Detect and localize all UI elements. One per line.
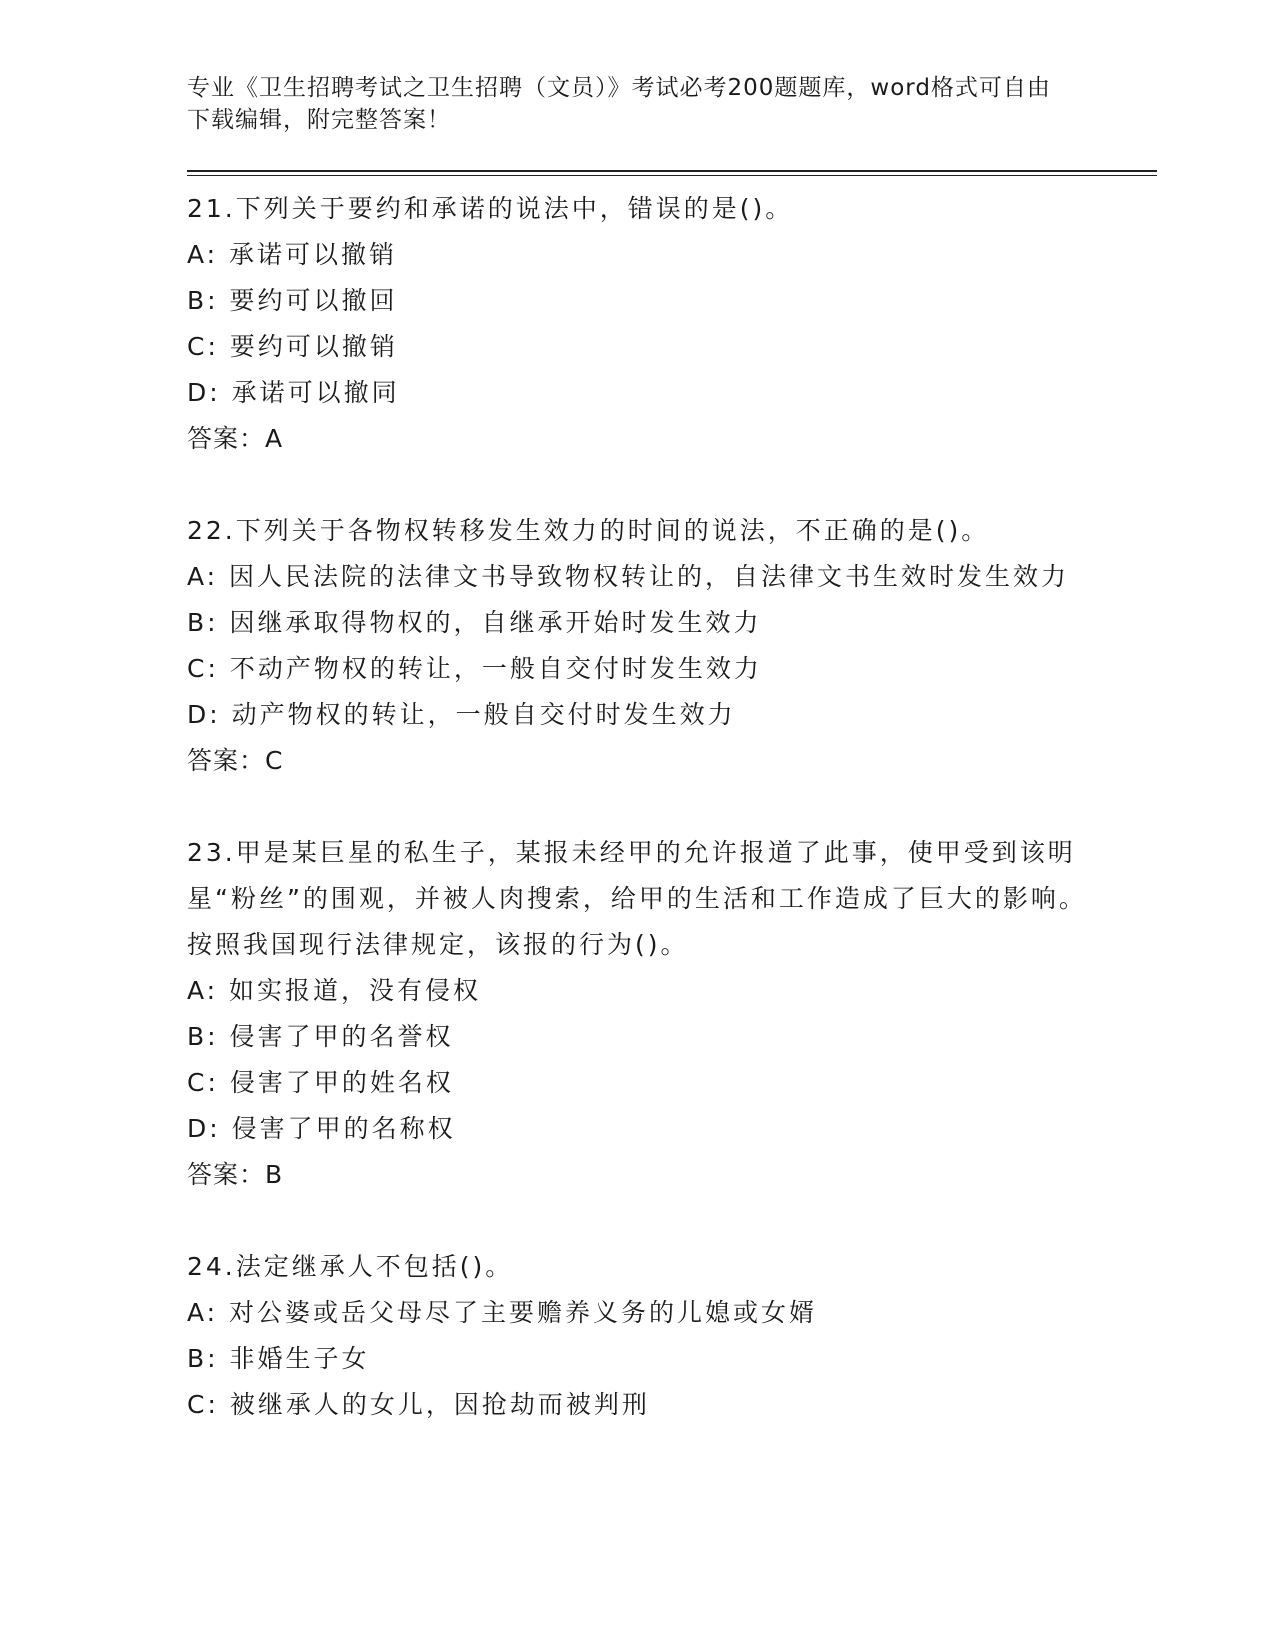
option-c: C: 不动产物权的转让，一般自交付时发生效力 [187, 654, 762, 683]
answer-line: 答案：A [187, 424, 284, 453]
option-a: A: 因人民法院的法律文书导致物权转让的，自法律文书生效时发生效力 [187, 562, 1070, 591]
header-divider [187, 170, 1157, 176]
option-b: B: 因继承取得物权的，自继承开始时发生效力 [187, 608, 762, 637]
option-c: C: 侵害了甲的姓名权 [187, 1068, 454, 1097]
option-b: B: 侵害了甲的名誉权 [187, 1022, 454, 1051]
question-stem: 21.下列关于要约和承诺的说法中，错误的是()。 [187, 194, 794, 223]
option-d: D: 承诺可以撤同 [187, 378, 400, 407]
question-22 [187, 508, 1157, 784]
option-d: D: 动产物权的转让，一般自交付时发生效力 [187, 700, 736, 729]
question-24 [187, 1244, 1157, 1428]
answer-line: 答案：C [187, 746, 284, 775]
option-a: A: 承诺可以撤销 [187, 240, 398, 269]
option-d: D: 侵害了甲的名称权 [187, 1114, 456, 1143]
option-a: A: 如实报道，没有侵权 [187, 976, 482, 1005]
option-a: A: 对公婆或岳父母尽了主要赡养义务的儿媳或女婿 [187, 1298, 818, 1327]
option-c: C: 要约可以撤销 [187, 332, 398, 361]
document-page [187, 72, 1157, 1428]
option-b: B: 非婚生子女 [187, 1344, 370, 1373]
answer-line: 答案：B [187, 1160, 284, 1189]
option-c: C: 被继承人的女儿，因抢劫而被判刑 [187, 1390, 650, 1419]
question-21 [187, 186, 1157, 462]
question-list [187, 186, 1157, 1428]
question-stem: 24.法定继承人不包括()。 [187, 1252, 514, 1281]
question-23 [187, 830, 1157, 1198]
document-header: 专业《卫生招聘考试之卫生招聘（文员）》考试必考200题题库，word格式可自由下载编辑，附完整答案！ [187, 75, 1051, 133]
option-b: B: 要约可以撤回 [187, 286, 398, 315]
question-stem: 22.下列关于各物权转移发生效力的时间的说法，不正确的是()。 [187, 516, 990, 545]
question-stem: 23.甲是某巨星的私生子，某报未经甲的允许报道了此事，使甲受到该明星“粉丝”的围观，并被人肉搜索，给甲的生活和工作造成了巨大的影响。按照我国现行法律规定，该报的行为()。 [187, 838, 1087, 959]
